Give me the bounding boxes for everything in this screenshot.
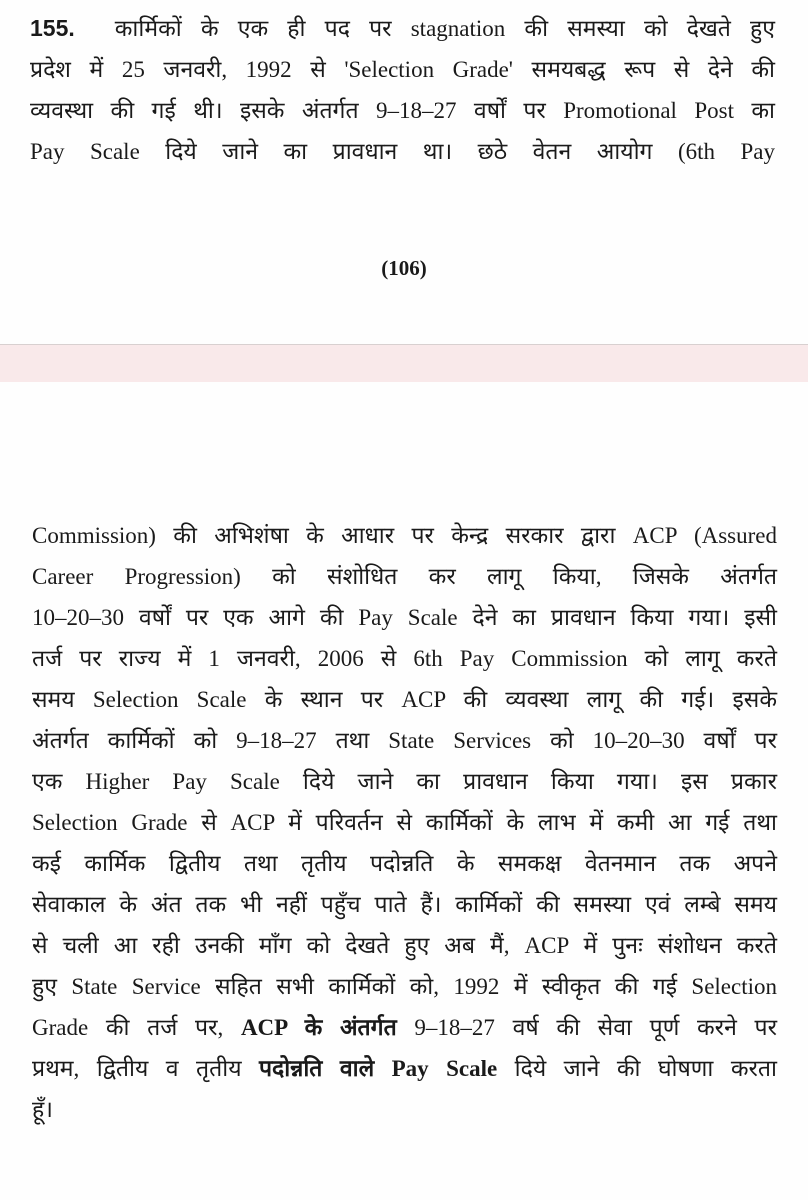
page-separator	[0, 344, 808, 382]
page-107-paragraph-continuation	[32, 515, 777, 1130]
text-line	[32, 761, 777, 802]
text-line	[32, 1007, 777, 1048]
text-segment: Pay Scale दिये जाने का प्रावधान था। छठे वेतन आयोग (6th Pay	[30, 139, 775, 164]
text-line	[32, 720, 777, 761]
text-segment: Selection Grade से ACP में परिवर्तन से कार्मिकों के लाभ में कमी आ गई तथा	[32, 810, 777, 835]
text-segment: Commission) की अभिशंषा के आधार पर केन्द्र सरकार द्वारा ACP (Assured	[32, 523, 777, 548]
text-segment: हुए State Service सहित सभी कार्मिकों को, 1992 में स्वीकृत की गई Selection	[32, 974, 777, 999]
text-line	[32, 802, 777, 843]
text-line	[30, 131, 775, 172]
page-106-paragraph-end	[30, 8, 775, 172]
text-line	[32, 1089, 777, 1130]
text-line	[32, 925, 777, 966]
text-segment: 10–20–30 वर्षों पर एक आगे की Pay Scale देने का प्रावधान किया गया। इसी	[32, 605, 777, 630]
text-line	[32, 638, 777, 679]
text-segment: प्रथम, द्वितीय व तृतीय	[32, 1056, 259, 1081]
text-segment: कई कार्मिक द्वितीय तथा तृतीय पदोन्नति के समकक्ष वेतनमान तक अपने	[32, 851, 777, 876]
text-segment: सेवाकाल के अंत तक भी नहीं पहुँच पाते हैं। कार्मिकों की समस्या एवं लम्बे समय	[32, 892, 777, 917]
text-line	[32, 966, 777, 1007]
text-segment: 9–18–27 वर्ष की सेवा पूर्ण करने पर	[396, 1015, 777, 1040]
text-segment: एक Higher Pay Scale दिये जाने का प्रावधान किया गया। इस प्रकार	[32, 769, 777, 794]
text-line	[32, 884, 777, 925]
text-segment: तर्ज पर राज्य में 1 जनवरी, 2006 से 6th Pay Commission को लागू करते	[32, 646, 777, 671]
text-line	[30, 8, 775, 49]
text-segment: Career Progression) को संशोधित कर लागू किया, जिसके अंतर्गत	[32, 564, 777, 589]
text-segment: दिये जाने की घोषणा करता	[497, 1056, 777, 1081]
text-segment: प्रदेश में 25 जनवरी, 1992 से 'Selection Grade' समयबद्ध रूप से देने की	[30, 57, 775, 82]
text-line	[32, 679, 777, 720]
text-segment: से चली आ रही उनकी माँग को देखते हुए अब मैं, ACP में पुनः संशोधन करते	[32, 933, 777, 958]
text-segment: Grade की तर्ज पर,	[32, 1015, 241, 1040]
page-number: (106)	[381, 256, 427, 280]
text-line	[32, 1048, 777, 1089]
text-line	[32, 597, 777, 638]
text-segment: हूँ।	[32, 1097, 53, 1122]
text-line	[32, 556, 777, 597]
text-line	[32, 843, 777, 884]
text-line	[32, 515, 777, 556]
text-segment: व्यवस्था की गई थी। इसके अंतर्गत 9–18–27 वर्षों पर Promotional Post का	[30, 98, 775, 123]
text-line	[30, 90, 775, 131]
text-line	[30, 49, 775, 90]
text-segment: अंतर्गत कार्मिकों को 9–18–27 तथा State Services को 10–20–30 वर्षों पर	[32, 728, 777, 753]
paragraph-number: 155.	[30, 15, 75, 41]
bold-text: पदोन्नति वाले Pay Scale	[258, 1056, 498, 1081]
text-segment: कार्मिकों के एक ही पद पर stagnation की समस्या को देखते हुए	[114, 16, 775, 41]
bold-text: ACP के अंतर्गत	[240, 1015, 397, 1040]
text-segment: समय Selection Scale के स्थान पर ACP की व्यवस्था लागू की गई। इसके	[32, 687, 777, 712]
